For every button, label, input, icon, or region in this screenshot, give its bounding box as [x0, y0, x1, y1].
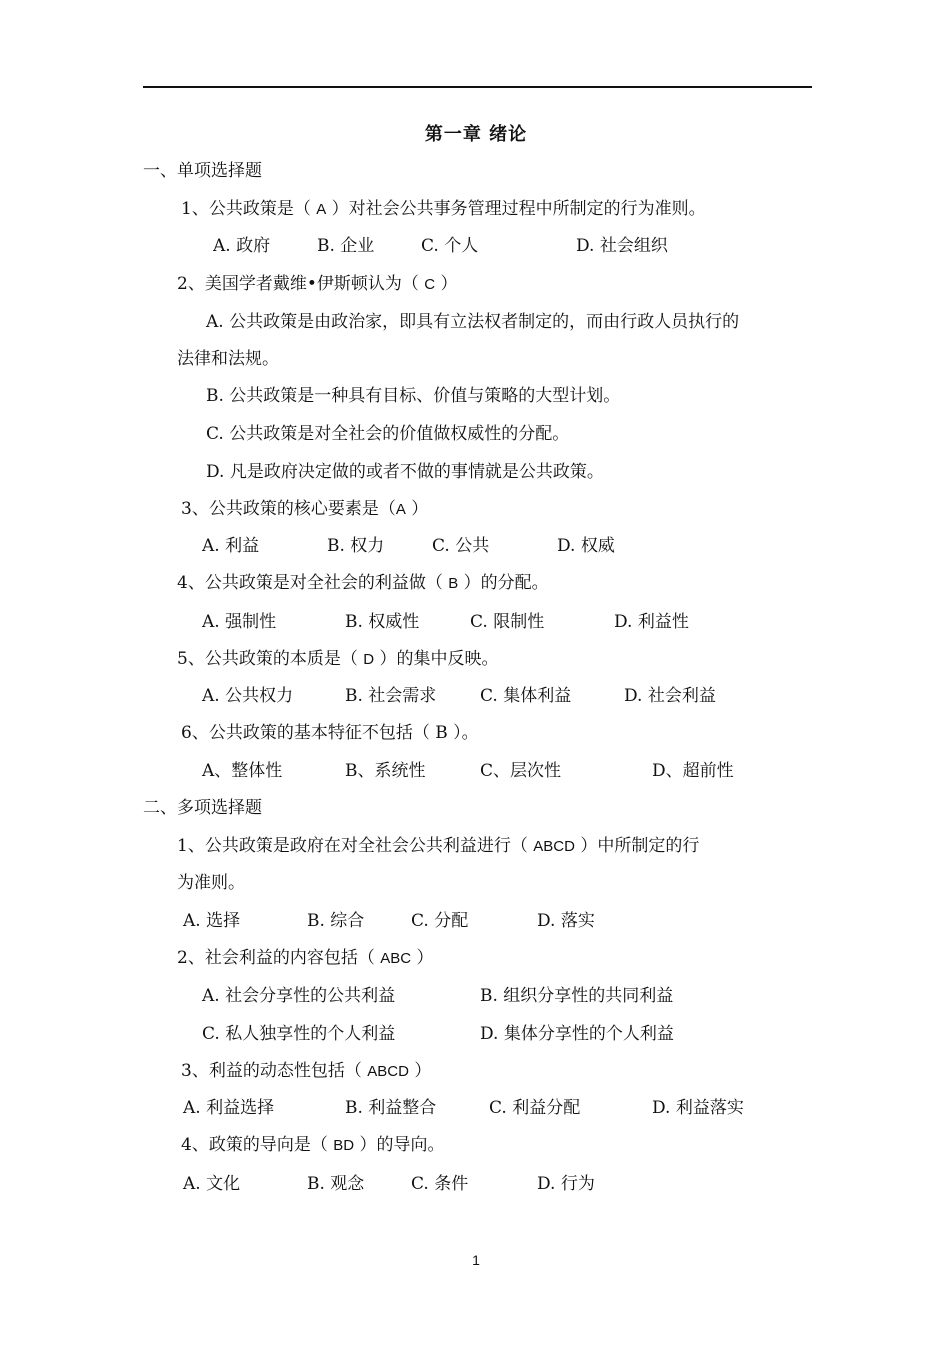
question-text: ）的集中反映。: [374, 649, 499, 669]
answer: ABCD: [533, 838, 575, 855]
question-s2-q1-line2: 为准则。: [177, 873, 245, 893]
question-text: 4、公共政策是对全社会的利益做（: [177, 573, 449, 593]
question-text: ）。: [447, 723, 479, 743]
section-heading-single: 一、单项选择题: [143, 161, 262, 181]
question-s2-q4: [181, 1134, 444, 1157]
option-c: C、层次性: [480, 761, 562, 781]
option-a: A. 社会分享性的公共利益: [202, 986, 396, 1006]
option-b: B. 观念: [307, 1174, 365, 1194]
answer: A: [395, 501, 406, 518]
question-text: ）的导向。: [354, 1135, 445, 1155]
option-c: C. 利益分配: [489, 1098, 581, 1118]
option-d: D. 权威: [557, 536, 615, 556]
option-b: B. 公共政策是一种具有目标、价值与策略的大型计划。: [206, 386, 621, 406]
option-d: D. 社会利益: [624, 686, 716, 706]
header-rule: [143, 86, 812, 88]
option-b: B. 社会需求: [345, 686, 437, 706]
question-text: 1、公共政策是政府在对全社会公共利益进行（: [177, 836, 534, 856]
option-b: B. 权力: [327, 536, 385, 556]
question-s1-q6: [181, 722, 479, 744]
section-heading-multi: 二、多项选择题: [143, 798, 262, 818]
page-number: 1: [472, 1252, 480, 1268]
question-text: 1、公共政策是（: [181, 199, 317, 219]
option-b: B、系统性: [345, 761, 426, 781]
question-text: ）对社会公共事务管理过程中所制定的行为准则。: [326, 199, 706, 219]
answer: B: [448, 575, 459, 592]
question-text: ）: [405, 499, 429, 519]
question-s1-q3: [181, 498, 428, 521]
question-text: 6、公共政策的基本特征不包括（: [181, 723, 436, 743]
option-a: A. 文化: [183, 1174, 241, 1194]
question-s1-q1: [181, 198, 706, 221]
option-a: A. 利益: [202, 536, 260, 556]
question-s2-q3: [181, 1060, 431, 1083]
option-c: C. 个人: [421, 236, 479, 256]
option-d: D. 社会组织: [576, 236, 668, 256]
question-text: 3、利益的动态性包括（: [181, 1061, 368, 1081]
option-d: D、超前性: [652, 761, 734, 781]
option-c: C. 分配: [411, 911, 469, 931]
option-d: D. 利益落实: [652, 1098, 744, 1118]
option-a-line2: 法律和法规。: [177, 349, 279, 369]
option-a: A. 利益选择: [183, 1098, 275, 1118]
option-b: B. 综合: [307, 911, 365, 931]
question-text: ）: [411, 948, 434, 968]
option-b: B. 组织分享性的共同利益: [480, 986, 674, 1006]
answer: B: [435, 723, 448, 743]
option-a: A. 强制性: [202, 612, 277, 632]
question-text: 2、美国学者戴维•伊斯顿认为（: [177, 274, 425, 294]
question-s1-q5: [177, 648, 498, 671]
option-c: C. 公共: [432, 536, 490, 556]
question-s1-q4: [177, 572, 549, 595]
answer: C: [424, 276, 436, 293]
answer: D: [363, 651, 375, 668]
question-text: 5、公共政策的本质是（: [177, 649, 364, 669]
question-text: 4、政策的导向是（: [181, 1135, 334, 1155]
option-a: A. 政府: [213, 236, 271, 256]
option-c: C. 限制性: [470, 612, 545, 632]
option-c: C. 公共政策是对全社会的价值做权威性的分配。: [206, 424, 570, 444]
question-s2-q2: [177, 947, 433, 970]
answer: ABC: [380, 950, 412, 967]
chapter-title: 第一章 绪论: [424, 124, 528, 145]
question-s2-q1: [177, 835, 699, 858]
option-d: D. 落实: [537, 911, 595, 931]
question-text: ）: [408, 1061, 432, 1081]
option-d: D. 集体分享性的个人利益: [480, 1024, 674, 1044]
option-b: B. 权威性: [345, 612, 420, 632]
answer: A: [316, 201, 327, 218]
answer: BD: [333, 1137, 355, 1154]
option-b: B. 利益整合: [345, 1098, 437, 1118]
option-d: D. 行为: [537, 1174, 595, 1194]
option-c: C. 集体利益: [480, 686, 572, 706]
option-a-line1: A. 公共政策是由政治家，即具有立法权者制定的，而由行政人员执行的: [206, 312, 740, 332]
answer: ABCD: [367, 1063, 409, 1080]
option-a: A. 公共权力: [202, 686, 294, 706]
question-text: ）的分配。: [458, 573, 549, 593]
option-a: A. 选择: [183, 911, 241, 931]
question-text: 3、公共政策的核心要素是（: [181, 499, 396, 519]
option-a: A、整体性: [202, 761, 283, 781]
question-s1-q2: [177, 273, 458, 296]
question-text: 2、社会利益的内容包括（: [177, 948, 381, 968]
question-text: ）: [435, 274, 458, 294]
option-d: D. 利益性: [614, 612, 689, 632]
option-c: C. 私人独享性的个人利益: [202, 1024, 396, 1044]
option-b: B. 企业: [317, 236, 375, 256]
option-c: C. 条件: [411, 1174, 469, 1194]
option-d: D. 凡是政府决定做的或者不做的事情就是公共政策。: [206, 462, 604, 482]
question-text: ）中所制定的行: [574, 836, 700, 856]
